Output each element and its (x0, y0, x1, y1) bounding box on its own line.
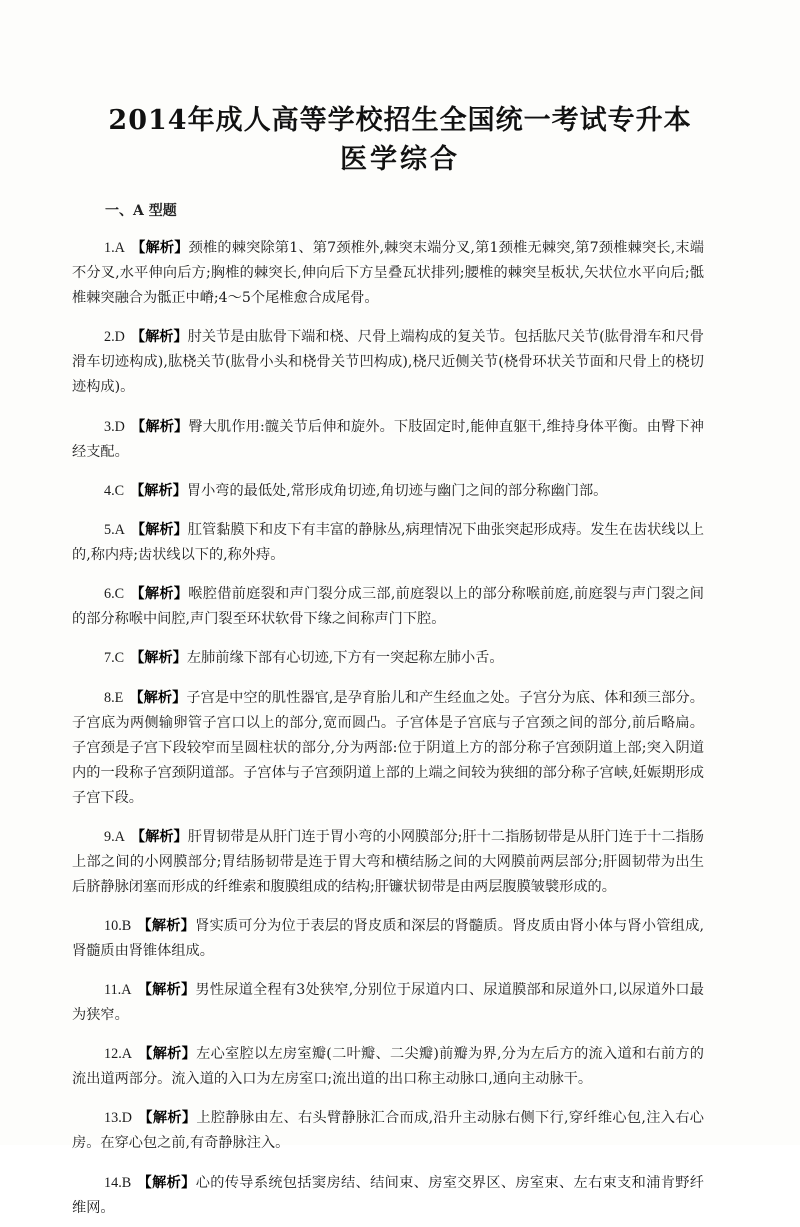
document-title: 2014年成人高等学校招生全国统一考试专升本 (108, 105, 692, 136)
analysis-label: 【解析】 (130, 586, 189, 603)
analysis-label: 【解析】 (129, 689, 187, 706)
analysis-text: 肛管黏膜下和皮下有丰富的静脉丛,病理情况下曲张突起形成痔。发生在齿状线以上的,称内痔;齿状线以下的,称外痔。 (72, 521, 704, 563)
question-item (72, 978, 704, 1028)
question-item (72, 236, 704, 311)
question-item (72, 415, 704, 465)
question-item (72, 325, 704, 400)
question-answer: 5.A (104, 521, 125, 538)
question-list (72, 222, 704, 1227)
analysis-text: 男性尿道全程有3处狭窄,分别位于尿道内口、尿道膜部和尿道外口,以尿道外口最为狭窄。 (72, 982, 704, 1024)
analysis-label: 【解析】 (130, 650, 187, 667)
analysis-text: 肝胃韧带是从肝门连于胃小弯的小网膜部分;肝十二指肠韧带是从肝门连于十二指肠上部之间的小网膜部分;胃结肠韧带是连于胃大弯和横结肠之间的大网膜前两层部分;肝圆韧带为出生后脐静脉闭塞而形成的纤维索和腹膜组成的结构;肝镰状韧带是由两层腹膜皱襞形成的。 (72, 828, 704, 895)
analysis-label: 【解析】 (137, 917, 196, 934)
question-answer: 12.A (104, 1046, 132, 1063)
question-answer: 14.B (104, 1174, 132, 1191)
analysis-text: 肾实质可分为位于表层的肾皮质和深层的肾髓质。肾皮质由肾小体与肾小管组成,肾髓质由肾锥体组成。 (72, 917, 704, 959)
analysis-text: 心的传导系统包括窦房结、结间束、房室交界区、房室束、左右束支和浦肯野纤维网。 (72, 1174, 704, 1216)
question-item (72, 479, 704, 504)
question-answer: 8.E (104, 689, 124, 706)
question-item (72, 646, 704, 671)
question-item (72, 1106, 704, 1156)
question-answer: 6.C (104, 586, 125, 603)
analysis-text: 喉腔借前庭裂和声门裂分成三部,前庭裂以上的部分称喉前庭,前庭裂与声门裂之间的部分称喉中间腔,声门裂至环状软骨下缘之间称声门下腔。 (72, 586, 704, 628)
analysis-text: 左肺前缘下部有心切迹,下方有一突起称左肺小舌。 (186, 650, 504, 667)
question-item (72, 582, 704, 632)
analysis-label: 【解析】 (137, 1174, 196, 1191)
analysis-label: 【解析】 (137, 982, 196, 999)
question-item (72, 1042, 704, 1092)
analysis-label: 【解析】 (130, 418, 189, 435)
analysis-label: 【解析】 (137, 1110, 197, 1127)
analysis-label: 【解析】 (130, 828, 188, 845)
question-answer: 13.D (104, 1110, 132, 1127)
analysis-label: 【解析】 (130, 482, 187, 499)
analysis-label: 【解析】 (130, 329, 188, 346)
question-item (72, 825, 704, 900)
analysis-text: 颈椎的棘突除第1、第7颈椎外,棘突末端分叉,第1颈椎无棘突,第7颈椎棘突长,末端不分叉,水平伸向后方;胸椎的棘突长,伸向后下方呈叠瓦状排列;腰椎的棘突呈板状,矢状位水平向后;骶椎棘突融合为骶正中嵴;4～5个尾椎愈合成尾骨。 (72, 240, 704, 307)
analysis-label: 【解析】 (137, 1046, 197, 1063)
question-item (72, 1171, 704, 1221)
question-answer: 11.A (104, 982, 132, 999)
analysis-label: 【解析】 (130, 521, 188, 538)
question-answer: 9.A (104, 828, 125, 845)
analysis-text: 胃小弯的最低处,常形成角切迹,角切迹与幽门之间的部分称幽门部。 (186, 482, 608, 499)
question-item (72, 518, 704, 568)
question-answer: 7.C (104, 650, 125, 667)
section-heading: 一、A 型题 (105, 203, 177, 219)
analysis-text: 左心室腔以左房室瓣(二叶瓣、二尖瓣)前瓣为界,分为左后方的流入道和右前方的流出道两部分。流入道的入口为左房室口;流出道的出口称主动脉口,通向主动脉干。 (72, 1046, 704, 1088)
analysis-text: 肘关节是由肱骨下端和桡、尺骨上端构成的复关节。包括肱尺关节(肱骨滑车和尺骨滑车切迹构成),肱桡关节(肱骨小头和桡骨关节凹构成),桡尺近侧关节(桡骨环状关节面和尺骨上的桡切迹构成)。 (72, 329, 704, 396)
question-answer: 2.D (104, 329, 125, 346)
question-answer: 3.D (104, 418, 125, 435)
question-item (72, 686, 704, 811)
question-answer: 10.B (104, 917, 132, 934)
analysis-text: 上腔静脉由左、右头臂静脉汇合而成,沿升主动脉右侧下行,穿纤维心包,注入右心房。在穿心包之前,有奇静脉注入。 (72, 1110, 704, 1152)
question-item (72, 914, 704, 964)
question-answer: 4.C (104, 482, 125, 499)
question-answer: 1.A (104, 240, 125, 257)
document-subtitle: 医学综合 (340, 144, 460, 175)
analysis-text: 子宫是中空的肌性器官,是孕育胎儿和产生经血之处。子宫分为底、体和颈三部分。子宫底为两侧输卵管子宫口以上的部分,宽而圆凸。子宫体是子宫底与子宫颈之间的部分,前后略扁。子宫颈是子宫下段较窄而呈圆柱状的部分,分为两部:位于阴道上方的部分称子宫颈阴道上部;突入阴道内的一段称子宫颈阴道部。子宫体与子宫颈阴道上部的上端之间较为狭细的部分称子宫峡,妊娠期形成子宫下段。 (72, 689, 704, 806)
analysis-text: 臀大肌作用:髋关节后伸和旋外。下肢固定时,能伸直躯干,维持身体平衡。由臀下神经支配。 (72, 418, 704, 460)
analysis-label: 【解析】 (130, 240, 189, 257)
